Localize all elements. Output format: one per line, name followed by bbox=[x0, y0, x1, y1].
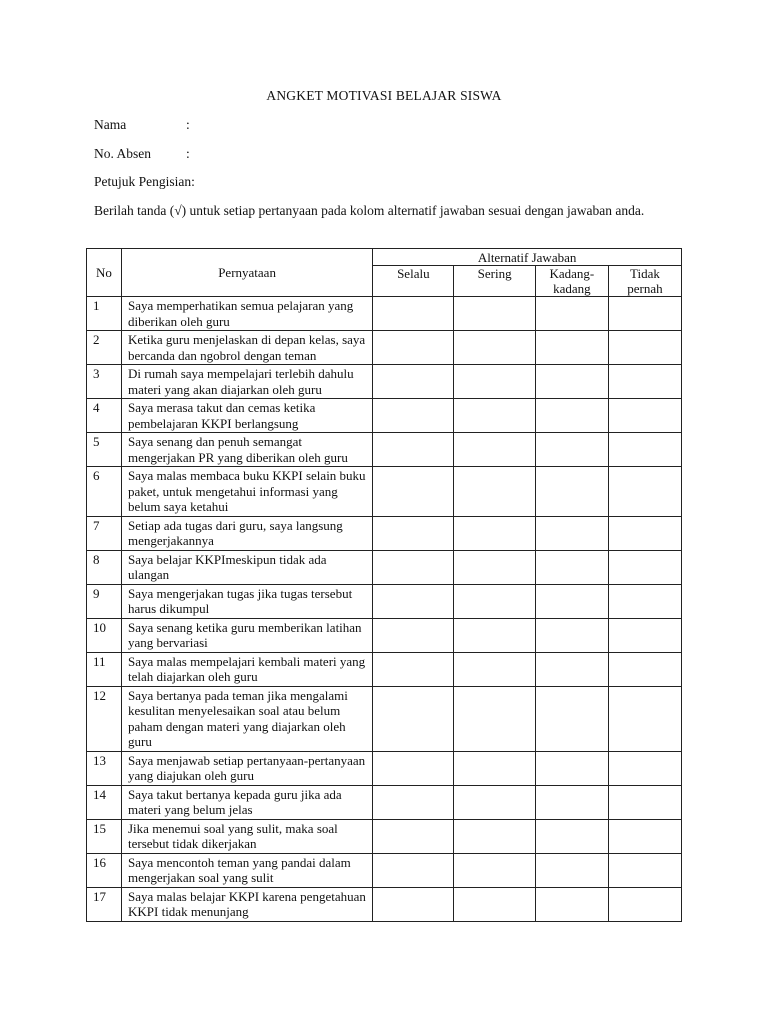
row-number: 6 bbox=[87, 467, 122, 517]
name-field bbox=[94, 117, 190, 133]
absen-separator: : bbox=[186, 146, 190, 161]
table-row bbox=[87, 785, 682, 819]
answer-cell-tidak-pernah[interactable] bbox=[608, 584, 681, 618]
answer-cell-selalu[interactable] bbox=[373, 399, 454, 433]
row-statement: Ketika guru menjelaskan di depan kelas, saya bercanda dan ngobrol dengan teman bbox=[122, 331, 373, 365]
row-number: 3 bbox=[87, 365, 122, 399]
answer-cell-tidak-pernah[interactable] bbox=[608, 331, 681, 365]
answer-cell-sering[interactable] bbox=[454, 399, 535, 433]
row-number: 4 bbox=[87, 399, 122, 433]
answer-cell-selalu[interactable] bbox=[373, 365, 454, 399]
row-number: 16 bbox=[87, 853, 122, 887]
answer-cell-sering[interactable] bbox=[454, 467, 535, 517]
answer-cell-sering[interactable] bbox=[454, 751, 535, 785]
answer-cell-selalu[interactable] bbox=[373, 331, 454, 365]
row-statement: Jika menemui soal yang sulit, maka soal tersebut tidak dikerjakan bbox=[122, 819, 373, 853]
row-number: 11 bbox=[87, 652, 122, 686]
answer-cell-selalu[interactable] bbox=[373, 785, 454, 819]
answer-cell-kadang-kadang[interactable] bbox=[535, 853, 608, 887]
answer-cell-kadang-kadang[interactable] bbox=[535, 686, 608, 751]
answer-cell-kadang-kadang[interactable] bbox=[535, 751, 608, 785]
name-label: Nama bbox=[94, 117, 127, 132]
questionnaire-table bbox=[86, 248, 682, 922]
answer-cell-sering[interactable] bbox=[454, 331, 535, 365]
answer-cell-sering[interactable] bbox=[454, 819, 535, 853]
row-number: 10 bbox=[87, 618, 122, 652]
table-row bbox=[87, 297, 682, 331]
answer-cell-sering[interactable] bbox=[454, 365, 535, 399]
option-kadang-kadang: Kadang-kadang bbox=[535, 266, 608, 297]
answer-cell-selalu[interactable] bbox=[373, 467, 454, 517]
answer-cell-tidak-pernah[interactable] bbox=[608, 365, 681, 399]
absen-field bbox=[94, 146, 190, 162]
answer-cell-kadang-kadang[interactable] bbox=[535, 399, 608, 433]
option-tidak-pernah: Tidak pernah bbox=[608, 266, 681, 297]
answer-cell-tidak-pernah[interactable] bbox=[608, 652, 681, 686]
answer-cell-selalu[interactable] bbox=[373, 618, 454, 652]
answer-cell-kadang-kadang[interactable] bbox=[535, 331, 608, 365]
table-row bbox=[87, 399, 682, 433]
answer-cell-kadang-kadang[interactable] bbox=[535, 433, 608, 467]
table-row bbox=[87, 887, 682, 921]
row-statement: Saya takut bertanya kepada guru jika ada materi yang belum jelas bbox=[122, 785, 373, 819]
row-number: 13 bbox=[87, 751, 122, 785]
answer-cell-tidak-pernah[interactable] bbox=[608, 399, 681, 433]
answer-cell-kadang-kadang[interactable] bbox=[535, 887, 608, 921]
table-row bbox=[87, 467, 682, 517]
table-row bbox=[87, 584, 682, 618]
row-number: 14 bbox=[87, 785, 122, 819]
row-statement: Saya mengerjakan tugas jika tugas tersebut harus dikumpul bbox=[122, 584, 373, 618]
table-row bbox=[87, 652, 682, 686]
questionnaire-rows bbox=[87, 297, 682, 922]
answer-cell-kadang-kadang[interactable] bbox=[535, 297, 608, 331]
row-statement: Saya belajar KKPImeskipun tidak ada ulangan bbox=[122, 550, 373, 584]
answer-cell-tidak-pernah[interactable] bbox=[608, 618, 681, 652]
answer-cell-sering[interactable] bbox=[454, 853, 535, 887]
header-statement: Pernyataan bbox=[122, 249, 373, 297]
answer-cell-kadang-kadang[interactable] bbox=[535, 652, 608, 686]
name-separator: : bbox=[186, 117, 190, 132]
table-row bbox=[87, 433, 682, 467]
instruction-text: Berilah tanda (√) untuk setiap pertanyaan pada kolom alternatif jawaban sesuai dengan jawaban anda. bbox=[94, 203, 645, 218]
answer-cell-sering[interactable] bbox=[454, 686, 535, 751]
option-sering: Sering bbox=[454, 266, 535, 297]
answer-cell-tidak-pernah[interactable] bbox=[608, 297, 681, 331]
row-statement: Saya malas membaca buku KKPI selain buku paket, untuk mengetahui informasi yang belum saya ketahui bbox=[122, 467, 373, 517]
answer-cell-selalu[interactable] bbox=[373, 751, 454, 785]
answer-cell-kadang-kadang[interactable] bbox=[535, 550, 608, 584]
absen-label: No. Absen bbox=[94, 146, 151, 161]
row-statement: Saya malas belajar KKPI karena pengetahuan KKPI tidak menunjang bbox=[122, 887, 373, 921]
row-number: 12 bbox=[87, 686, 122, 751]
answer-cell-tidak-pernah[interactable] bbox=[608, 686, 681, 751]
page-title: ANGKET MOTIVASI BELAJAR SISWA bbox=[266, 88, 502, 103]
answer-cell-kadang-kadang[interactable] bbox=[535, 618, 608, 652]
row-number: 15 bbox=[87, 819, 122, 853]
header-alternatives: Alternatif Jawaban bbox=[373, 249, 682, 266]
row-statement: Saya memperhatikan semua pelajaran yang diberikan oleh guru bbox=[122, 297, 373, 331]
row-number: 5 bbox=[87, 433, 122, 467]
table-row bbox=[87, 751, 682, 785]
answer-cell-tidak-pernah[interactable] bbox=[608, 433, 681, 467]
answer-cell-selalu[interactable] bbox=[373, 433, 454, 467]
row-statement: Di rumah saya mempelajari terlebih dahulu materi yang akan diajarkan oleh guru bbox=[122, 365, 373, 399]
answer-cell-tidak-pernah[interactable] bbox=[608, 853, 681, 887]
table-row bbox=[87, 550, 682, 584]
answer-cell-sering[interactable] bbox=[454, 887, 535, 921]
answer-cell-sering[interactable] bbox=[454, 433, 535, 467]
answer-cell-selalu[interactable] bbox=[373, 853, 454, 887]
answer-cell-kadang-kadang[interactable] bbox=[535, 365, 608, 399]
answer-cell-tidak-pernah[interactable] bbox=[608, 467, 681, 517]
row-statement: Saya senang ketika guru memberikan latihan yang bervariasi bbox=[122, 618, 373, 652]
answer-cell-sering[interactable] bbox=[454, 516, 535, 550]
answer-cell-kadang-kadang[interactable] bbox=[535, 785, 608, 819]
answer-cell-sering[interactable] bbox=[454, 785, 535, 819]
option-selalu: Selalu bbox=[373, 266, 454, 297]
answer-cell-selalu[interactable] bbox=[373, 887, 454, 921]
header-no: No bbox=[87, 249, 122, 297]
row-number: 9 bbox=[87, 584, 122, 618]
answer-cell-kadang-kadang[interactable] bbox=[535, 584, 608, 618]
row-number: 7 bbox=[87, 516, 122, 550]
answer-cell-sering[interactable] bbox=[454, 618, 535, 652]
table-row bbox=[87, 819, 682, 853]
answer-cell-kadang-kadang[interactable] bbox=[535, 819, 608, 853]
answer-cell-sering[interactable] bbox=[454, 297, 535, 331]
row-statement: Saya mencontoh teman yang pandai dalam mengerjakan soal yang sulit bbox=[122, 853, 373, 887]
answer-cell-tidak-pernah[interactable] bbox=[608, 751, 681, 785]
answer-cell-tidak-pernah[interactable] bbox=[608, 819, 681, 853]
answer-cell-selalu[interactable] bbox=[373, 819, 454, 853]
row-number: 8 bbox=[87, 550, 122, 584]
row-number: 17 bbox=[87, 887, 122, 921]
answer-cell-tidak-pernah[interactable] bbox=[608, 785, 681, 819]
row-statement: Saya bertanya pada teman jika mengalami kesulitan menyelesaikan soal atau belum paham dengan materi yang diajarkan oleh guru bbox=[122, 686, 373, 751]
table-row bbox=[87, 365, 682, 399]
table-row bbox=[87, 853, 682, 887]
instructions-heading bbox=[94, 174, 195, 190]
row-statement: Setiap ada tugas dari guru, saya langsung mengerjakannya bbox=[122, 516, 373, 550]
answer-cell-selalu[interactable] bbox=[373, 652, 454, 686]
row-statement: Saya senang dan penuh semangat mengerjakan PR yang diberikan oleh guru bbox=[122, 433, 373, 467]
answer-cell-selalu[interactable] bbox=[373, 297, 454, 331]
answer-cell-selalu[interactable] bbox=[373, 686, 454, 751]
instructions-label: Petujuk Pengisian: bbox=[94, 174, 195, 189]
answer-cell-tidak-pernah[interactable] bbox=[608, 550, 681, 584]
row-number: 1 bbox=[87, 297, 122, 331]
row-statement: Saya merasa takut dan cemas ketika pembelajaran KKPI berlangsung bbox=[122, 399, 373, 433]
answer-cell-sering[interactable] bbox=[454, 550, 535, 584]
answer-cell-tidak-pernah[interactable] bbox=[608, 887, 681, 921]
answer-cell-kadang-kadang[interactable] bbox=[535, 516, 608, 550]
row-number: 2 bbox=[87, 331, 122, 365]
row-statement: Saya malas mempelajari kembali materi yang telah diajarkan oleh guru bbox=[122, 652, 373, 686]
table-row bbox=[87, 618, 682, 652]
answer-cell-selalu[interactable] bbox=[373, 550, 454, 584]
answer-cell-kadang-kadang[interactable] bbox=[535, 467, 608, 517]
answer-cell-selalu[interactable] bbox=[373, 584, 454, 618]
answer-cell-sering[interactable] bbox=[454, 584, 535, 618]
table-row bbox=[87, 331, 682, 365]
row-statement: Saya menjawab setiap pertanyaan-pertanyaan yang diajukan oleh guru bbox=[122, 751, 373, 785]
answer-cell-sering[interactable] bbox=[454, 652, 535, 686]
table-row bbox=[87, 516, 682, 550]
table-row bbox=[87, 686, 682, 751]
answer-cell-selalu[interactable] bbox=[373, 516, 454, 550]
answer-cell-tidak-pernah[interactable] bbox=[608, 516, 681, 550]
